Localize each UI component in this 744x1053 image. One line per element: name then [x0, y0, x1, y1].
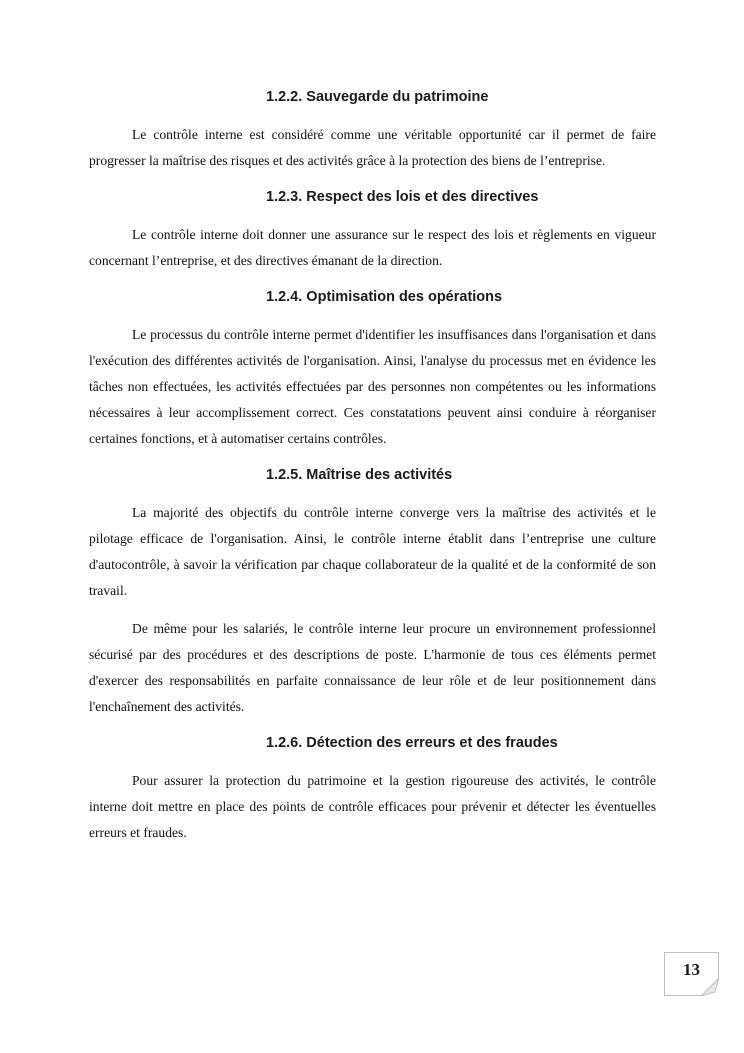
page-content [89, 86, 656, 846]
section-paragraph: Pour assurer la protection du patrimoine et la gestion rigoureuse des activités, le contrôle interne doit mettre en place des points de contrôle efficaces pour prévenir et détecter les éventuelles erreurs et fraudes. [89, 773, 656, 840]
section-heading: 1.2.2. Sauvegarde du patrimoine [266, 89, 489, 105]
section-paragraph: La majorité des objectifs du contrôle interne converge vers la maîtrise des activités et le pilotage efficace de l'organisation. Ainsi, le contrôle interne établit dans l’entreprise une culture d'autocontrôle, à savoir la vérification par chaque collaborateur de la qualité et de la conformité de son travail. [89, 505, 656, 598]
section-paragraph: De même pour les salariés, le contrôle interne leur procure un environnement professionnel sécurisé par des procédures et des descriptions de poste. L'harmonie de tous ces éléments permet d'exercer des responsabilités en parfaite connaissance de leur rôle et de leur positionnement dans l'enchaînement des activités. [89, 621, 656, 714]
page-number-box [664, 952, 719, 996]
section-heading: 1.2.3. Respect des lois et des directives [266, 189, 539, 205]
section-heading: 1.2.4. Optimisation des opérations [266, 289, 503, 305]
section-paragraph: Le processus du contrôle interne permet d'identifier les insuffisances dans l'organisation et dans l'exécution des différentes activités de l'organisation. Ainsi, l'analyse du processus met en évidence les tâches non effectuées, les activités effectuées par des personnes non compétentes ou les informations nécessaires à leur accomplissement correct. Ces constatations peuvent ainsi conduire à réorganiser certaines fonctions, et à automatiser certains contrôles. [89, 327, 656, 446]
page-number: 13 [683, 960, 700, 979]
page-curl-icon [701, 978, 719, 996]
section-heading: 1.2.5. Maîtrise des activités [266, 467, 453, 483]
section-heading: 1.2.6. Détection des erreurs et des fraudes [266, 735, 558, 751]
section-paragraph: Le contrôle interne doit donner une assurance sur le respect des lois et règlements en vigueur concernant l’entreprise, et des directives émanant de la direction. [89, 227, 656, 268]
section-paragraph: Le contrôle interne est considéré comme une véritable opportunité car il permet de faire progresser la maîtrise des risques et des activités grâce à la protection des biens de l’entreprise. [89, 127, 656, 168]
